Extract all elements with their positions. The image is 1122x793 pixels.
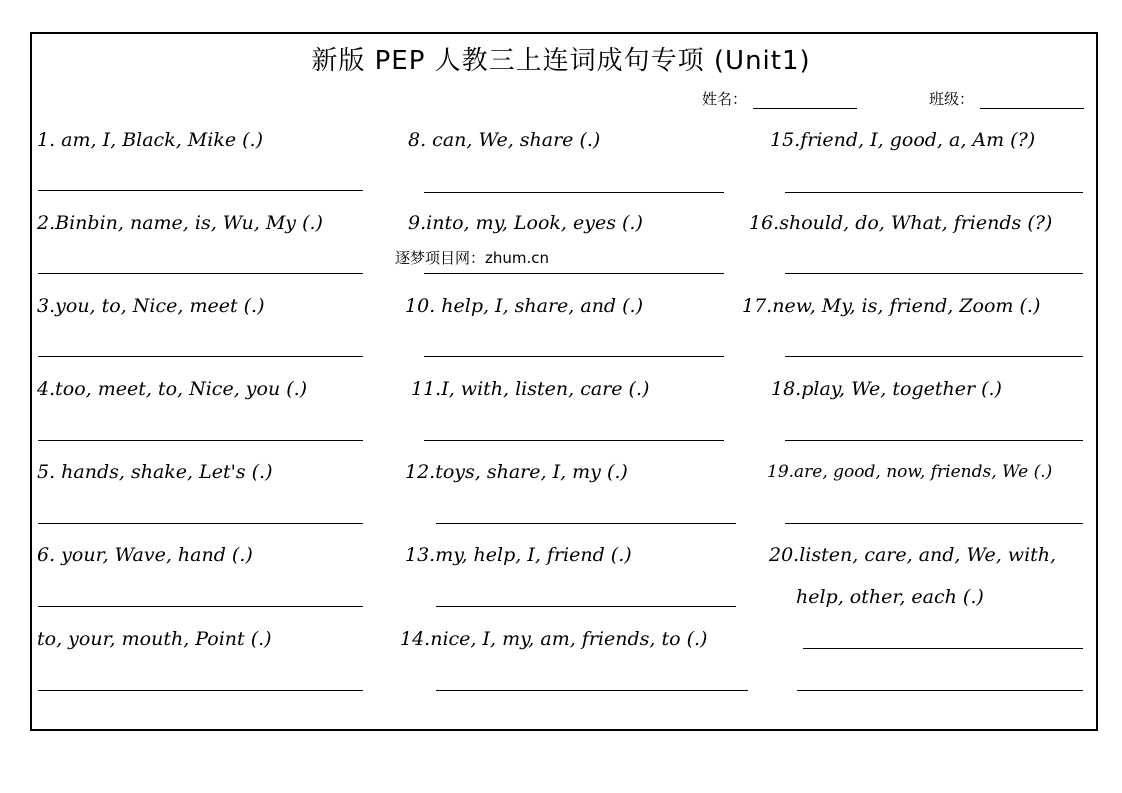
- question-text: to, your, mouth, Point (.): [37, 628, 272, 650]
- question-text: can, We, share (.): [426, 129, 601, 151]
- question-text: my, help, I, friend (.): [435, 544, 632, 566]
- question-9: [408, 211, 643, 235]
- question-number: 14.: [400, 628, 431, 650]
- question-number: 5.: [37, 461, 56, 483]
- question-text: help, other, each (.): [796, 586, 984, 608]
- question-number: 8.: [408, 129, 427, 151]
- question-number: 15.: [770, 129, 801, 151]
- class-field[interactable]: [980, 90, 1084, 109]
- answer-line-7[interactable]: [38, 690, 363, 691]
- question-number: 18.: [771, 378, 802, 400]
- question-text: should, do, What, friends (?): [779, 212, 1053, 234]
- question-text: Binbin, name, is, Wu, My (.): [55, 212, 323, 234]
- question-number: 12.: [405, 461, 436, 483]
- answer-line-17[interactable]: [785, 356, 1083, 357]
- answer-line-1[interactable]: [38, 190, 363, 191]
- answer-line-4[interactable]: [38, 440, 363, 441]
- question-13: [405, 543, 632, 567]
- student-info-bar: [702, 88, 1084, 109]
- question-7: [37, 627, 272, 651]
- question-number: 19.: [767, 462, 795, 482]
- answer-line-13[interactable]: [436, 606, 736, 607]
- question-16: [749, 211, 1052, 235]
- question-text: new, My, is, friend, Zoom (.): [772, 295, 1041, 317]
- question-number: 16.: [749, 212, 780, 234]
- answer-line-15[interactable]: [785, 192, 1083, 193]
- question-text: your, Wave, hand (.): [55, 544, 253, 566]
- answer-line-18[interactable]: [785, 440, 1083, 441]
- question-text: you, to, Nice, meet (.): [55, 295, 265, 317]
- answer-line-3[interactable]: [38, 356, 363, 357]
- question-17: [742, 294, 1040, 318]
- question-number: 9.: [408, 212, 427, 234]
- question-text: help, I, share, and (.): [435, 295, 643, 317]
- question-5: [37, 460, 273, 484]
- question-20-continued: [796, 585, 984, 609]
- question-11: [411, 377, 649, 401]
- question-text: listen, care, and, We, with,: [799, 544, 1057, 566]
- question-text: are, good, now, friends, We (.): [794, 462, 1053, 482]
- answer-line-16[interactable]: [785, 273, 1083, 274]
- question-18: [771, 377, 1002, 401]
- question-15: [770, 128, 1035, 152]
- answer-line-20a[interactable]: [803, 648, 1083, 649]
- question-number: 13.: [405, 544, 436, 566]
- answer-line-10[interactable]: [424, 356, 724, 357]
- question-number: 6.: [37, 544, 56, 566]
- question-8: [408, 128, 600, 152]
- question-number: 1.: [37, 129, 56, 151]
- question-text: am, I, Black, Mike (.): [55, 129, 263, 151]
- question-number: 20.: [769, 544, 800, 566]
- question-number: 4.: [37, 378, 56, 400]
- question-text: nice, I, my, am, friends, to (.): [430, 628, 708, 650]
- question-6: [37, 543, 253, 567]
- question-4: [37, 377, 307, 401]
- answer-line-5[interactable]: [38, 523, 363, 524]
- question-number: 10.: [405, 295, 436, 317]
- question-number: 17.: [742, 295, 773, 317]
- answer-line-8[interactable]: [424, 192, 724, 193]
- question-text: I, with, listen, care (.): [441, 378, 650, 400]
- class-label: 班级：: [928, 90, 974, 108]
- question-14: [400, 627, 707, 651]
- question-3: [37, 294, 265, 318]
- question-19: [767, 460, 1052, 484]
- question-text: toys, share, I, my (.): [435, 461, 628, 483]
- question-20: [769, 543, 1056, 567]
- question-text: friend, I, good, a, Am (?): [800, 129, 1036, 151]
- answer-line-6[interactable]: [38, 606, 363, 607]
- answer-line-9[interactable]: [424, 273, 724, 274]
- question-text: into, my, Look, eyes (.): [426, 212, 643, 234]
- question-number: 11.: [411, 378, 442, 400]
- question-number: 2.: [37, 212, 56, 234]
- answer-line-20b[interactable]: [797, 690, 1083, 691]
- question-12: [405, 460, 628, 484]
- answer-line-11[interactable]: [424, 440, 724, 441]
- watermark-text: 逐梦项目网：zhum.cn: [395, 249, 550, 267]
- answer-line-19[interactable]: [785, 523, 1083, 524]
- name-label: 姓名：: [701, 90, 747, 108]
- answer-line-12[interactable]: [436, 523, 736, 524]
- question-text: play, We, together (.): [801, 378, 1002, 400]
- name-field[interactable]: [753, 90, 857, 109]
- answer-line-14[interactable]: [436, 690, 748, 691]
- question-1: [37, 128, 263, 152]
- answer-line-2[interactable]: [38, 273, 363, 274]
- question-text: hands, shake, Let's (.): [55, 461, 273, 483]
- question-number: 3.: [37, 295, 56, 317]
- question-10: [405, 294, 643, 318]
- question-text: too, meet, to, Nice, you (.): [55, 378, 308, 400]
- question-2: [37, 211, 323, 235]
- page-title: 新版 PEP 人教三上连词成句专项 (Unit1): [311, 46, 811, 76]
